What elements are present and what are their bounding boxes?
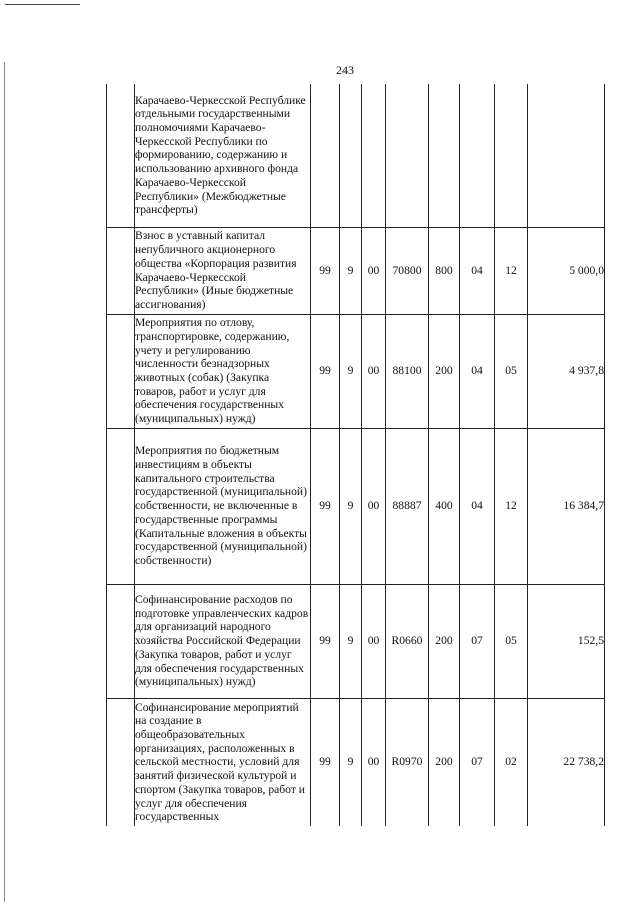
code-cell: 04 <box>460 314 495 428</box>
code-cell: 99 <box>311 314 340 428</box>
code-cell: 05 <box>495 314 528 428</box>
table-row <box>107 227 605 314</box>
amount-cell: 4 937,8 <box>528 314 605 428</box>
blank-cell <box>107 227 135 314</box>
table-row <box>107 314 605 428</box>
row-description: Мероприятия по отлову, транспортировке, содержанию, учету и регулированию численности безнадзорных животных (собак) (Закупка товаров, работ и услуг для обеспечения государственных (муниципальных) нужд) <box>135 314 311 428</box>
code-cell: 00 <box>362 428 386 584</box>
amount-cell: 22 738,2 <box>528 698 605 826</box>
code-cell: 99 <box>311 227 340 314</box>
blank-cell <box>107 698 135 826</box>
code-cell: 200 <box>429 698 460 826</box>
row-description: Карачаево-Черкесской Республике отдельными государственными полномочиями Карачаево-Черкесской Республики по формированию, содержанию и использованию архивного фонда Карачаево-Черкесской Республики» (Межбюджетные трансферты) <box>135 84 311 227</box>
amount-cell: 152,5 <box>528 584 605 698</box>
code-cell: R0970 <box>386 698 429 826</box>
page-number: 243 <box>336 63 354 77</box>
code-cell: 200 <box>429 314 460 428</box>
amount-cell: 16 384,7 <box>528 428 605 584</box>
code-cell: 9 <box>340 314 362 428</box>
code-cell: R0660 <box>386 584 429 698</box>
code-cell: 88100 <box>386 314 429 428</box>
blank-cell <box>107 428 135 584</box>
code-cell: 99 <box>311 428 340 584</box>
blank-cell <box>107 584 135 698</box>
code-cell: 05 <box>495 584 528 698</box>
code-cell: 04 <box>460 227 495 314</box>
amount-cell: 5 000,0 <box>528 227 605 314</box>
row-description: Софинансирование мероприятий на создание в общеобразовательных организациях, расположенных в сельской местности, условий для занятий физической культурой и спортом (Закупка товаров, работ и услуг для обеспечения государственных <box>135 698 311 826</box>
code-cell: 00 <box>362 227 386 314</box>
code-cell <box>340 84 362 227</box>
code-cell <box>386 84 429 227</box>
code-cell: 04 <box>460 428 495 584</box>
code-cell: 00 <box>362 314 386 428</box>
blank-cell <box>107 314 135 428</box>
code-cell: 200 <box>429 584 460 698</box>
left-margin-rule <box>4 62 5 902</box>
code-cell: 07 <box>460 584 495 698</box>
code-cell: 99 <box>311 698 340 826</box>
row-description: Мероприятия по бюджетным инвестициям в объекты капитального строительства государственной (муниципальной) собственности, не включенные в государственные программы (Капитальные вложения в объекты государственной (муниципальной) собственности) <box>135 428 311 584</box>
code-cell <box>495 84 528 227</box>
code-cell <box>311 84 340 227</box>
code-cell: 9 <box>340 698 362 826</box>
table-row <box>107 84 605 227</box>
row-description: Софинансирование расходов по подготовке управленческих кадров для организаций народного хозяйства Российской Федерации (Закупка товаров, работ и услуг для обеспечения государственных (муниципальных) нужд) <box>135 584 311 698</box>
code-cell: 70800 <box>386 227 429 314</box>
code-cell: 12 <box>495 227 528 314</box>
blank-cell <box>107 84 135 227</box>
amount-cell <box>528 84 605 227</box>
table-row <box>107 584 605 698</box>
code-cell: 02 <box>495 698 528 826</box>
code-cell: 00 <box>362 698 386 826</box>
code-cell <box>429 84 460 227</box>
code-cell: 9 <box>340 584 362 698</box>
header-rule <box>5 4 80 5</box>
code-cell: 88887 <box>386 428 429 584</box>
code-cell: 12 <box>495 428 528 584</box>
budget-table <box>106 84 605 826</box>
code-cell: 00 <box>362 584 386 698</box>
code-cell: 07 <box>460 698 495 826</box>
code-cell: 400 <box>429 428 460 584</box>
code-cell <box>362 84 386 227</box>
code-cell: 9 <box>340 227 362 314</box>
code-cell: 800 <box>429 227 460 314</box>
table-row <box>107 698 605 826</box>
code-cell <box>460 84 495 227</box>
row-description: Взнос в уставный капитал непубличного акционерного общества «Корпорация развития Карачаево-Черкесской Республики» (Иные бюджетные ассигнования) <box>135 227 311 314</box>
table-row <box>107 428 605 584</box>
code-cell: 9 <box>340 428 362 584</box>
code-cell: 99 <box>311 584 340 698</box>
